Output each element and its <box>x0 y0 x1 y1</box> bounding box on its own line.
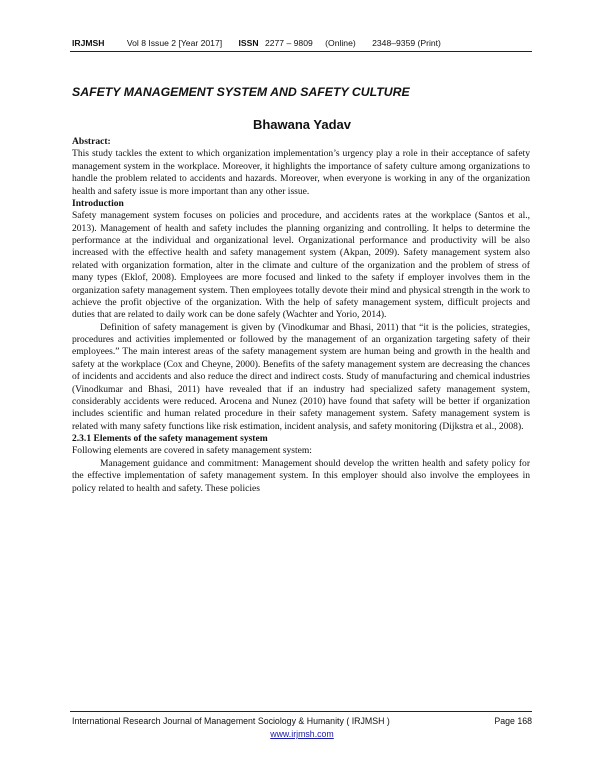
section-lead: Following elements are covered in safety management system: <box>72 445 312 457</box>
abstract-text: This study tackles the extent to which organization implementation’s urgency play a role in their acceptance of safety management system in the workplace. Moreover, it highlights the importance of safety culture among organizations to handle the problem related to accidents and hazards. Moreover, when everyone is working in any of the organization health and safety issue is more important than any other issue. <box>72 148 530 197</box>
paper-body <box>72 136 530 495</box>
header-volume: Vol 8 Issue 2 [Year 2017] <box>126 38 223 48</box>
abstract-heading: Abstract: <box>72 136 111 147</box>
introduction-heading: Introduction <box>72 197 124 209</box>
running-header <box>72 38 532 48</box>
footer-page-number: Page 168 <box>494 716 532 726</box>
section-heading: 2.3.1 Elements of the safety management system <box>72 433 268 444</box>
introduction-paragraph: Safety management system focuses on policies and procedure, and accidents rates at the workplace (Santos et al., 2013). Management of health and safety includes the planning organizing and controlling. It helps to determine the performance at the individual and organizational level. Organizational performance and productivity will be also increased with the effective health and safety management system (Akpan, 2009). Safety management system also related with organization formation, alter in the climate and culture of the organization and the problem of stress of many types (Eklof, 2008). Employees are more focused and linked to the safety if employer involves them in the organization safety management system. Then employees totally devote their mind and physical strength in the work to achieve the profit objective of the organization. With the help of safety management system, difficult projects and duties that are related to daily work can be done safely (Wachter and Yorio, 2014). <box>72 210 530 321</box>
header-issn-print: 2348–9359 (Print) <box>372 38 441 48</box>
footer-journal: International Research Journal of Management Sociology & Humanity ( IRJMSH ) <box>72 716 390 726</box>
header-rule <box>70 51 532 52</box>
header-online-label: (Online) <box>325 38 356 48</box>
introduction-paragraph: Definition of safety management is given by (Vinodkumar and Bhasi, 2011) that “it is the policies, strategies, procedures and activities implemented or followed by the management of an organization targeting safety of their employees.” The main interest areas of the safety management system are human being and growth in the health and safety at the workplace (Cox and Cheyne, 2000). Benefits of the safety management system are decreasing the chances of incidents and accidents and also reduce the direct and indirect costs. Study of manufacturing and chemical industries (Vinodkumar and Bhasi, 2011) have revealed that if an industry had specialized safety management system, considerably accidents were reduced. Arocena and Nunez (2010) have found that safety will be better if organization includes scientific and human related procedure in their safety management system. Safety management system is related with many safety functions like risk estimation, incident analysis, and safety monitoring (Dijkstra et al., 2008). <box>72 321 530 432</box>
footer-rule <box>70 711 532 712</box>
paper-author: Bhawana Yadav <box>252 117 352 132</box>
header-journal: IRJMSH <box>72 38 105 48</box>
section-paragraph: Management guidance and commitment: Management should develop the written health and safety policy for the effective implementation of safety management system. In this employer should also involve the employees in policy related to health and safety. These policies <box>72 457 530 494</box>
paper-title: SAFETY MANAGEMENT SYSTEM AND SAFETY CULTURE <box>72 85 410 99</box>
footer-url-link[interactable]: www.irjmsh.com <box>270 729 334 739</box>
header-issn-online: 2277 – 9809 <box>264 38 313 48</box>
header-issn-label: ISSN <box>238 38 259 48</box>
running-footer <box>72 716 532 726</box>
